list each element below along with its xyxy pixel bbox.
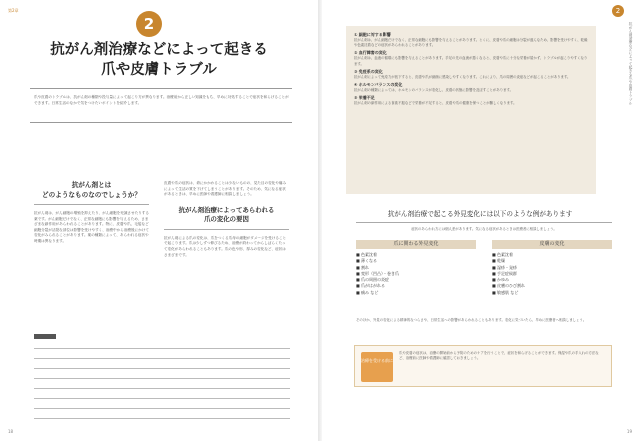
info-item-body: 抗がん剤によって免疫力が低下すると、皮膚や爪が細菌に感染しやすくなります。これにより、爪の周囲の炎症などが起こることがあります。 (354, 74, 571, 79)
nail-cause-heading-line1: 抗がん剤治療によってあらわれる (178, 205, 275, 214)
right-page (322, 0, 640, 441)
explanation-column (164, 181, 289, 258)
list-item: ■ 痛み など (356, 289, 379, 295)
question-body: 抗がん剤は、がん細胞の増殖を抑えたり、がん細胞を死滅させたりする薬です。がん細胞だけでなく、正常な細胞にも影響を与えるため、さまざまな副作用があらわれることがあります。特に、皮膚や爪、毛髪など細胞分裂が活発な部位は影響を受けやすく、治療中から治療後にかけて変化がみられることがあります。薬の種類によって、あらわれる症状や時期は異なります。 (34, 211, 149, 243)
page-title-line1: 抗がん剤治療などによって起きる (50, 41, 268, 58)
list-item: ■ 薄くなる (356, 258, 378, 264)
info-item (354, 50, 588, 66)
info-item-body: 抗がん剤の副作用による食欲不振などで栄養が不足すると、皮膚や爪の健康を保つことが難しくなります。 (354, 101, 517, 106)
list-item: ■ かゆみ (492, 277, 510, 283)
chapter-number-badge-small: 2 (612, 5, 624, 17)
lead-divider-bottom (30, 122, 292, 123)
tip-text: 爪や皮膚の症状は、治療の開始前から予防のためのケアを行うことで、症状を和らげることができます。保湿や爪の手入れの方法など、治療前に医師や看護師に確認しておきましょう。 (399, 351, 599, 361)
tip-tag: 治療を受ける前に (361, 352, 393, 382)
info-item-body: 抗がん剤は、がん細胞だけでなく、正常な細胞にも影響を与えることがあります。とくに、皮膚や爪の細胞は分裂が盛んなため、影響を受けやすく、乾燥や色素沈着などの症状があらわれることがあります。 (354, 38, 588, 48)
appearance-changes-note: 症状のあらわれ方には個人差があります。気になる症状があるときは医療者に相談しましょう。 (411, 227, 557, 231)
question-heading (34, 181, 149, 200)
info-item (354, 95, 588, 106)
memo-marker (34, 334, 56, 339)
question-heading-line1: 抗がん剤とは (71, 181, 112, 189)
memo-line (34, 358, 290, 359)
info-item (354, 82, 588, 93)
chapter-tag: 第2章 (8, 8, 19, 13)
page-number-right: 19 (626, 429, 632, 434)
tip-box (354, 345, 612, 387)
info-item (354, 32, 588, 48)
lead-divider-top (30, 88, 292, 89)
question-column (34, 181, 149, 245)
list-item: ■ 敏感肌 など (492, 289, 519, 295)
chapter-number-badge: 2 (136, 11, 162, 37)
list-item: ■ 乾燥 (492, 258, 506, 264)
info-item-heading: ⑤ 栄養不足 (354, 95, 375, 101)
list-item: ■ 爪の周囲の炎症 (356, 277, 390, 283)
info-item-heading: ① 細胞に対する影響 (354, 32, 391, 37)
list-item: ■ 色素沈着 (356, 252, 378, 257)
list-item: ■ 色素沈着 (492, 252, 514, 257)
info-item-heading: ② 血行障害の変化 (354, 50, 387, 56)
page-title-line2: 爪や皮膚トラブル (101, 61, 217, 78)
explanation-body: 皮膚や爪の症状は、命にかかわることは少ないものの、見た目の変化や痛みによって生活の質を下げてしまうことがあります。そのため、気になる症状があるときは、早めに医師や看護師に相談しましょう。 (164, 181, 287, 197)
memo-line (34, 368, 290, 369)
nail-changes-list (356, 240, 476, 296)
closing-paragraph: そのほか、外見の変化による精神的なつらさや、日常生活への影響があらわれることもあります。変化に気づいたら、早めに医療者へ相談しましょう。 (356, 318, 587, 322)
nail-cause-divider (164, 229, 289, 230)
lead-paragraph: 爪や皮膚のトラブルは、抗がん剤の種類や投与量によって起こり方が異なります。治療前から正しい知識をもち、早めに対処することで症状を和らげることができます。日常生活のなかで気をつけたいポイントを紹介します。 (34, 95, 289, 105)
info-item (354, 69, 588, 80)
memo-line (34, 388, 290, 389)
memo-line (34, 398, 290, 399)
skin-changes-heading: 皮膚の変化 (492, 240, 612, 249)
list-item: ■ 湿疹・発疹 (492, 264, 518, 270)
info-item-heading: ④ ホルモンバランスの変化 (354, 82, 403, 88)
list-item: ■ 手足症候群 (492, 270, 518, 276)
list-item: ■ 皮膚のひび割れ (492, 283, 526, 289)
skin-changes-list (492, 240, 612, 296)
info-item-body: 抗がん剤の種類によっては、ホルモンのバランスが変化し、皮膚の状態に影響を及ぼすことがあります。 (354, 88, 513, 93)
memo-line (34, 348, 290, 349)
nail-cause-heading (164, 206, 289, 225)
appearance-changes-heading: 抗がん剤治療で起こる外見変化には以下のような例があります (387, 210, 573, 218)
memo-line (34, 408, 290, 409)
page-number-left: 18 (8, 429, 14, 434)
memo-line (34, 418, 290, 419)
appearance-changes-divider (356, 222, 612, 223)
left-page (0, 0, 318, 441)
page-title (28, 40, 290, 80)
memo-line (34, 378, 290, 379)
causes-info-box (346, 26, 596, 194)
list-item: ■ 割れ (356, 264, 370, 270)
running-header-vertical: 抗がん剤治療などによって起きる爪や皮膚トラブル (629, 22, 633, 105)
info-item-body: 抗がん剤は、血液の循環にも影響を与えることがあります。手足の先の血流が悪くなると、皮膚や爪に十分な栄養が届かず、トラブルが起こりやすくなります。 (354, 56, 588, 66)
list-item: ■ 変形（凹凸）・巻き爪 (356, 270, 400, 276)
nail-changes-heading: 爪に関わる外見変化 (356, 240, 476, 249)
info-item-heading: ③ 免疫系の変化 (354, 68, 383, 74)
nail-cause-body: 抗がん剤による爪の変化は、爪をつくる爪母の細胞がダメージを受けることで起こります。爪は少しずつ伸びるため、治療が終わってからしばらくたって変化があらわれることもあります。爪の色や形、厚みの変化など、症状はさまざまです。 (164, 235, 287, 257)
nail-cause-heading-line2: 爪の変化の要因 (204, 215, 249, 224)
list-item: ■ 爪がはがれる (356, 283, 386, 289)
question-heading-line2: どのようなものなのでしょうか？ (42, 190, 141, 199)
question-divider (34, 204, 149, 205)
memo-area (34, 334, 290, 419)
